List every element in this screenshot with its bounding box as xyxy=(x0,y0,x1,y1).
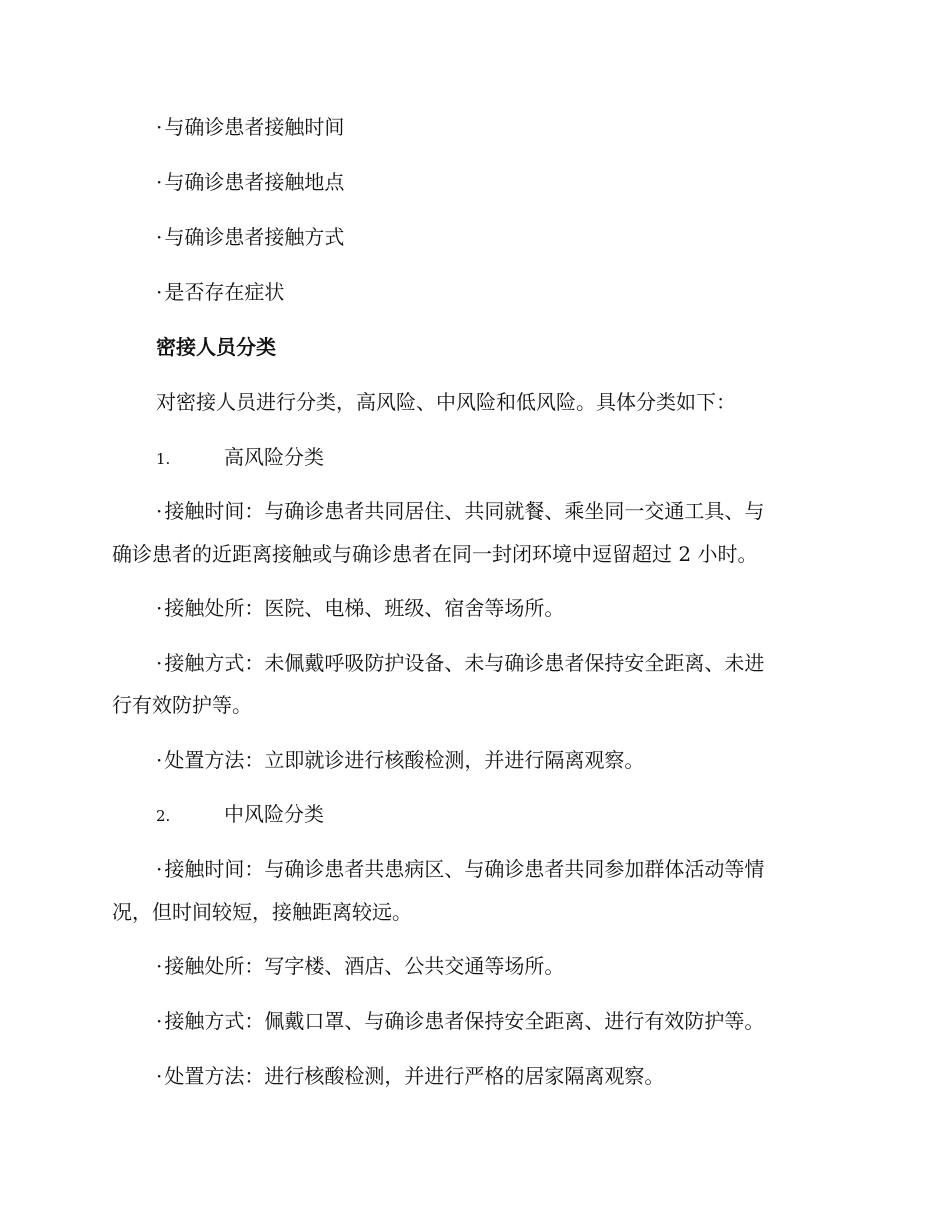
medium-time-paragraph: · 接触时间：与确诊患者共患病区、与确诊患者共同参加群体活动等情 xyxy=(156,857,765,881)
numbered-heading-high: 1. 高风险分类 xyxy=(156,445,324,469)
section-title: 密接人员分类 xyxy=(156,335,276,359)
high-place-paragraph: · 接触处所：医院、电梯、班级、宿舍等场所。 xyxy=(156,596,565,620)
high-time-paragraph: · 接触时间：与确诊患者共同居住、共同就餐、乘坐同一交通工具、与 xyxy=(156,499,765,523)
bullet-item: · 是否存在症状 xyxy=(156,280,285,304)
bullet-item: · 与确诊患者接触方式 xyxy=(156,225,345,249)
intro-paragraph: 对密接人员进行分类，高风险、中风险和低风险。具体分类如下： xyxy=(156,390,736,414)
medium-place-paragraph: · 接触处所：写字楼、酒店、公共交通等场所。 xyxy=(156,954,565,978)
bullet-item: · 与确诊患者接触时间 xyxy=(156,115,345,139)
high-method-continuation: 行有效防护等。 xyxy=(112,693,252,717)
high-method-paragraph: · 接触方式：未佩戴呼吸防护设备、未与确诊患者保持安全距离、未进 xyxy=(156,651,765,675)
high-action-paragraph: · 处置方法：立即就诊进行核酸检测，并进行隔离观察。 xyxy=(156,748,645,772)
high-time-continuation: 确诊患者的近距离接触或与确诊患者在同一封闭环境中逗留超过 2 小时。 xyxy=(112,542,758,566)
medium-action-paragraph: · 处置方法：进行核酸检测，并进行严格的居家隔离观察。 xyxy=(156,1064,665,1088)
medium-time-continuation: 况，但时间较短，接触距离较远。 xyxy=(112,900,412,924)
numbered-heading-medium: 2. 中风险分类 xyxy=(156,802,324,826)
bullet-item: · 与确诊患者接触地点 xyxy=(156,170,345,194)
medium-method-paragraph: · 接触方式：佩戴口罩、与确诊患者保持安全距离、进行有效防护等。 xyxy=(156,1009,765,1033)
